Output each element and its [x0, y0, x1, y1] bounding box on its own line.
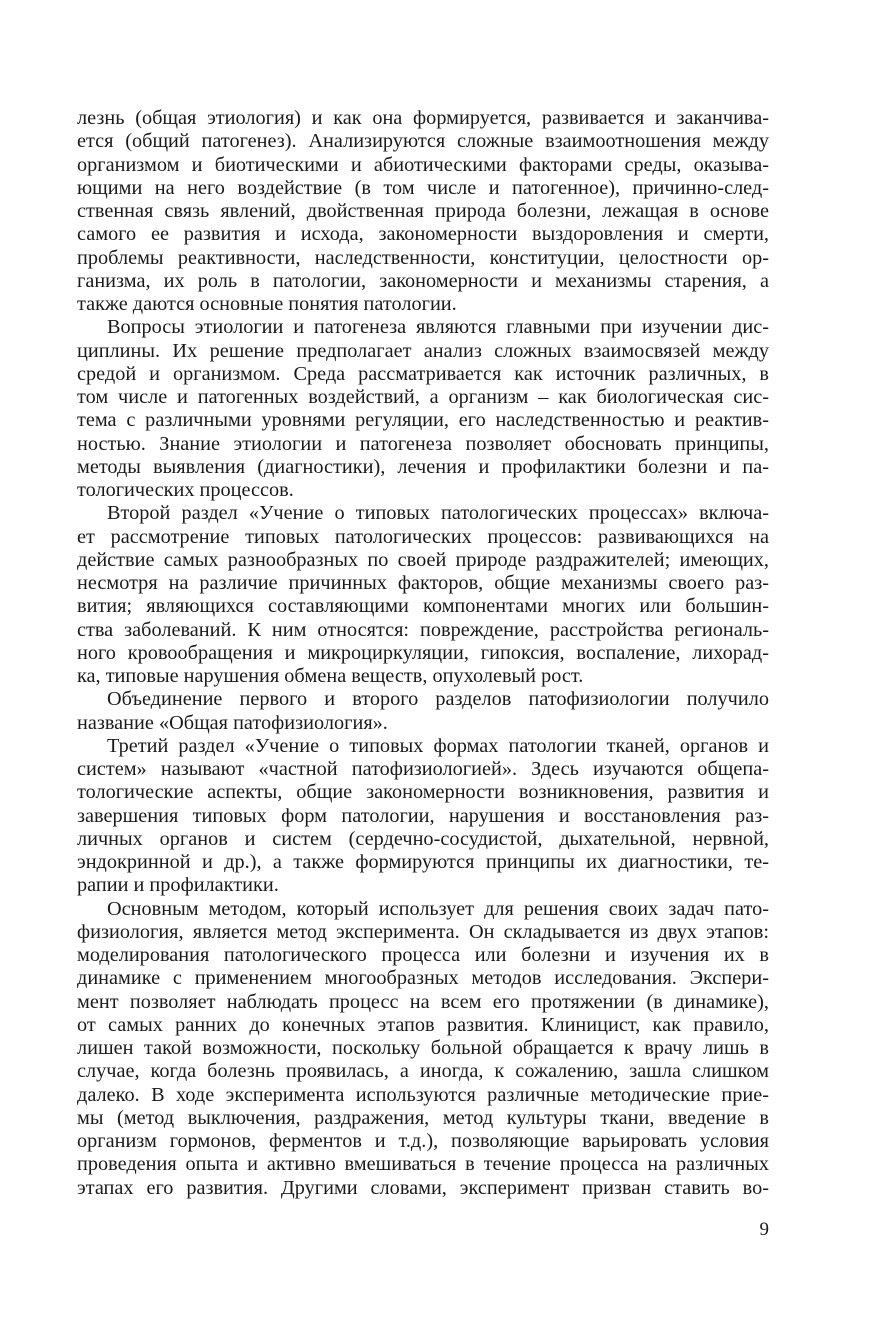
paragraph — [77, 735, 769, 898]
text-line: физиология, является метод эксперимента. Он складывается из двух этапов: — [77, 920, 769, 943]
text-line: лишен такой возможности, поскольку больной обращается к врачу лишь в — [77, 1037, 769, 1059]
paragraph — [77, 316, 769, 502]
text-line: ного кровообращения и микроциркуляции, гипоксия, воспаление, лихорад- — [77, 641, 769, 664]
text-line: далеко. В ходе эксперимента используются различные методические прие- — [77, 1083, 769, 1106]
text-line: лезнь (общая этиология) и как она формируется, развивается и заканчива- — [77, 107, 769, 129]
text-line: проведения опыта и активно вмешиваться в течение процесса на различных — [77, 1153, 769, 1176]
text-line: мы (метод выключения, раздражения, метод культуры ткани, введение в — [77, 1106, 769, 1129]
text-line: тема с различными уровнями регуляции, его наследственностью и реактив- — [77, 409, 769, 432]
text-line: методы выявления (диагностики), лечения и профилактики болезни и па- — [77, 455, 769, 478]
text-line: ганизма, их роль в патологии, закономерности и механизмы старения, а — [77, 269, 769, 292]
text-line: ющими на него воздействие (в том числе и патогенное), причинно-след- — [77, 176, 769, 199]
text-line: также даются основные понятия патологии. — [77, 293, 457, 315]
text-line: организмом и биотическими и абиотическими факторами среды, оказыва- — [77, 153, 769, 176]
text-line: проблемы реактивности, наследственности, конституции, целостности ор- — [77, 246, 769, 269]
paragraph — [77, 107, 769, 316]
text-line: средой и организмом. Среда рассматривается как источник различных, в — [77, 362, 769, 385]
text-line: том числе и патогенных воздействий, а организм – как биологическая сис- — [77, 386, 769, 408]
text-line: ется (общий патогенез). Анализируются сложные взаимоотношения между — [77, 130, 769, 153]
text-line: тологических процессов. — [77, 479, 294, 501]
text-line: эндокринной и др.), а также формируются принципы их диагностики, те- — [77, 851, 769, 873]
paragraph — [77, 898, 769, 1200]
page-body — [77, 107, 769, 1200]
text-line: ностью. Знание этиологии и патогенеза позволяет обосновать принципы, — [77, 432, 769, 455]
text-line: циплины. Их решение предполагает анализ сложных взаимосвязей между — [77, 339, 769, 362]
text-line: организм гормонов, ферментов и т.д.), позволяющие варьировать условия — [77, 1130, 769, 1152]
text-line: тологические аспекты, общие закономерности возникновения, развития и — [77, 781, 769, 804]
paragraph — [77, 502, 769, 688]
text-line: моделирования патологического процесса или болезни и изучения их в — [77, 944, 769, 966]
text-line: завершения типовых форм патологии, нарушения и восстановления раз- — [77, 804, 769, 827]
text-line: систем» называют «частной патофизиологией». Здесь изучаются общепа- — [77, 758, 769, 780]
text-line: Второй раздел «Учение о типовых патологических процессах» включа- — [107, 502, 769, 525]
text-line: самого ее развития и исхода, закономерности выздоровления и смерти, — [77, 223, 769, 246]
text-line: ет рассмотрение типовых патологических процессов: развивающихся на — [77, 525, 769, 548]
text-line: рапии и профилактики. — [77, 874, 279, 897]
text-line: Объединение первого и второго разделов патофизиологии получило — [107, 688, 769, 711]
text-line: мент позволяет наблюдать процесс на всем его протяжении (в динамике), — [77, 990, 769, 1013]
text-line: ка, типовые нарушения обмена веществ, опухолевый рост. — [77, 665, 584, 687]
text-line: Третий раздел «Учение о типовых формах патологии тканей, органов и — [107, 734, 769, 757]
text-line: вития; являющихся составляющими компонентами многих или большин- — [77, 595, 769, 618]
text-line: несмотря на различие причинных факторов, общие механизмы своего раз- — [77, 572, 769, 594]
text-line: этапах его развития. Другими словами, эксперимент призван ставить во- — [77, 1176, 769, 1199]
text-line: Основным методом, который использует для решения своих задач пато- — [107, 897, 769, 920]
paragraph — [77, 688, 769, 735]
text-line: личных органов и систем (сердечно-сосудистой, дыхательной, нервной, — [77, 827, 769, 850]
text-line: случае, когда болезнь проявилась, а иногда, к сожалению, зашла слишком — [77, 1060, 769, 1083]
text-line: Вопросы этиологии и патогенеза являются главными при изучении дис- — [107, 316, 769, 339]
text-line: ства заболеваний. К ним относятся: повреждение, расстройства региональ- — [77, 618, 769, 641]
text-line: название «Общая патофизиология». — [77, 711, 388, 734]
text-line: динамике с применением многообразных методов исследования. Экспери- — [77, 967, 769, 990]
text-line: ственная связь явлений, двойственная природа болезни, лежащая в основе — [77, 200, 769, 222]
text-line: действие самых разнообразных по своей природе раздражителей; имеющих, — [77, 548, 769, 571]
page-number: 9 — [759, 1219, 769, 1240]
text-line: от самых ранних до конечных этапов развития. Клиницист, как правило, — [77, 1013, 769, 1036]
